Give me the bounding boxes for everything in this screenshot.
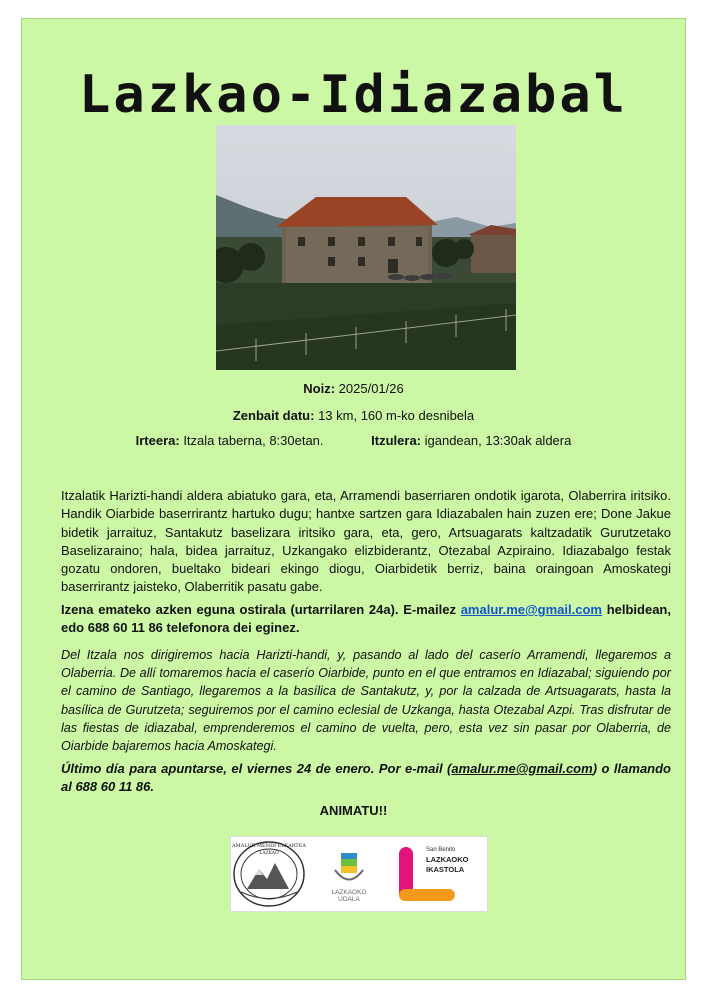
schedule-line xyxy=(22,433,685,448)
spanish-description: Del Itzala nos dirigiremos hacia Harizti-handi, y, pasando al lado del caserío Arramendi, llegaremos a Olaberria. De allí tomaremos hacia el caserío Oiarbide, punto en el que entramos en Idiazabal; siguiendo por el camino de Santiago, llegaremos a la basílica de Santakutz, y, por la calzada de Artsuagarats, hasta la basílica de Gurutzeta; seguiremos por el camino eclesial de Uzkanga, hasta Otezabal Azpi. Tras disfrutar de las fiestas de idiazabal, emprenderemos el camino de vuelta, pero, esta vez sin pasar por Olaberria, de Oiarbide bajaremos hacia Amoskategi. xyxy=(61,648,671,754)
udala-text-2: UDALA xyxy=(338,896,360,903)
page-title: Lazkao-Idiazabal xyxy=(79,65,628,125)
farmhouse-photo xyxy=(216,125,516,370)
date-label: Noiz: xyxy=(303,381,336,396)
basque-email-link[interactable]: amalur.me@gmail.com xyxy=(460,602,602,617)
basque-signup xyxy=(61,601,671,638)
return-value: igandean, 13:30ak aldera xyxy=(421,433,572,448)
ikastola-small-text: San Benito xyxy=(426,847,456,853)
spanish-signup-phone: ) o llamando al 688 60 11 86. xyxy=(61,761,671,795)
sponsor-logos-art xyxy=(231,837,487,911)
date-value: 2025/01/26 xyxy=(335,381,404,396)
spanish-email-link[interactable]: amalur.me@gmail.com xyxy=(451,761,593,776)
return-label: Itzulera: xyxy=(371,433,421,448)
animatu-callout: ANIMATU!! xyxy=(319,803,388,818)
basque-description: Itzalatik Harizti-handi aldera abiatuko gara, eta, Arramendi baserriaren ondotik igarota, Olaberrira iritsiko. Handik Oiarbide baserrirantz hartuko dugu; hantxe sartzen gara Idiazabalen hain zuzen ere; Done Jakue bidetik jarraituz, Santakutz baselizara iritsiko gara, eta, gero, Artsuagarats kaltzadatik Gurutzetako Baselizaraino; hala, bidea jarraituz, Uzkangako elizbiderantz, Otezabal Azpiraino. Idiazabalgo festak gozatu ondoren, bueltako bideari ekingo diogu, Oiarbidetik berriz, baina oraingoan Amoskategi baserrirantz jaisteko, Olaberritik pasatu gabe. xyxy=(61,488,671,595)
flyer-page xyxy=(21,18,686,980)
ikastola-text-1: LAZKAOKO xyxy=(426,855,469,864)
spanish-signup-text: Último día para apuntarse, el viernes 24 de enero. Por e-mail ( xyxy=(61,761,452,776)
departure-label: Irteera: xyxy=(135,433,180,448)
sponsor-logos xyxy=(230,836,488,912)
details-line xyxy=(22,408,685,423)
spanish-signup xyxy=(61,760,671,797)
udala-text-1: LAZKAOKO xyxy=(331,889,367,896)
details-value: 13 km, 160 m-ko desnibela xyxy=(314,408,475,423)
basque-signup-phone: helbidean, edo 688 60 11 86 telefonora dei eginez. xyxy=(61,602,671,636)
ikastola-text-2: IKASTOLA xyxy=(426,865,465,874)
date-line xyxy=(22,381,685,396)
club-seal-subtext: LAZKAO xyxy=(259,851,279,856)
departure-value: Itzala taberna, 8:30etan. xyxy=(179,433,324,448)
farmhouse-illustration xyxy=(216,125,516,370)
lazkaoko-udala-logo xyxy=(335,853,363,880)
details-label: Zenbait datu: xyxy=(232,408,315,423)
club-seal-text: AMALUR MENDI ELKARTEA xyxy=(231,843,307,849)
basque-signup-text: Izena emateko azken eguna ostirala (urtarrilaren 24a). E-mailez xyxy=(61,602,461,617)
